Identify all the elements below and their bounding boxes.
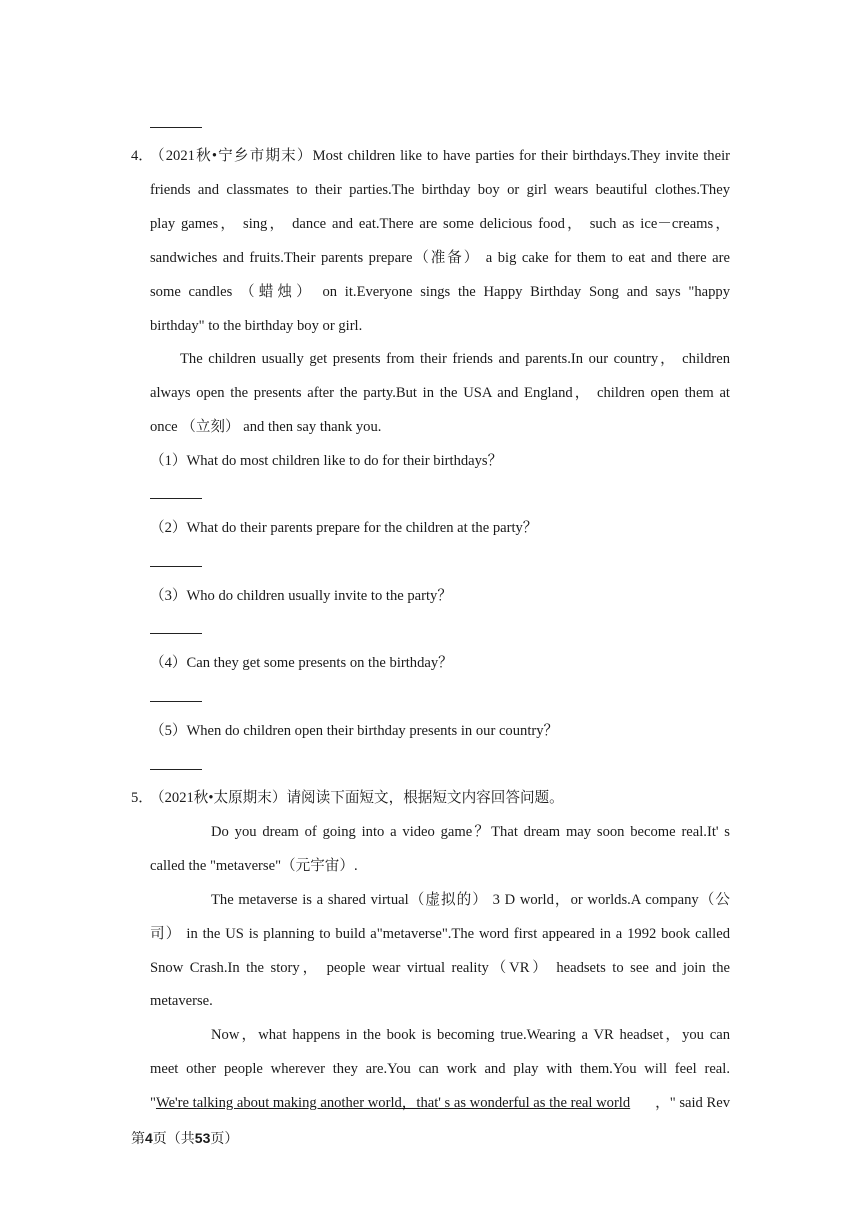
- passage-line: Snow Crash.In the story， people wear virtual reality（VR） headsets to see and join the: [150, 960, 730, 976]
- question-item: （4）Can they get some presents on the birthday？: [150, 655, 453, 671]
- footer-suffix: 页）: [210, 1132, 239, 1147]
- passage-line: The children usually get presents from their friends and parents.In our country， children: [180, 351, 730, 367]
- question-number: 5．: [131, 790, 153, 806]
- page-footer: [131, 1128, 238, 1150]
- answer-blank: [150, 769, 202, 770]
- passage-line: birthday" to the birthday boy or girl.: [150, 318, 363, 334]
- passage-line: always open the presents after the party.But in the USA and England， children open them at: [150, 385, 730, 401]
- underlined-quote: We're talking about making another world，that' s as wonderful as the real world: [155, 1095, 631, 1111]
- passage-line: once （立刻） and then say thank you.: [150, 419, 382, 435]
- passage-line: play games， sing， dance and eat.There are some delicious food， such as ice－creams，: [150, 216, 730, 232]
- passage-line: Do you dream of going into a video game？That dream may soon become real.It' s: [211, 824, 730, 840]
- passage-line: called the "metaverse"（元宇宙）.: [150, 858, 358, 874]
- passage-line: The metaverse is a shared virtual（虚拟的） 3 D world，or worlds.A company（公: [211, 892, 730, 908]
- answer-blank: [150, 566, 202, 567]
- question-item: （3）Who do children usually invite to the party？: [150, 588, 452, 604]
- passage-line: meet other people wherever they are.You can work and play with them.You will feel real.: [150, 1061, 730, 1077]
- answer-blank: [150, 701, 202, 702]
- passage-line: [150, 1093, 730, 1113]
- passage-line-tail: ，" said Rev: [655, 1095, 730, 1111]
- question-item: （2）What do their parents prepare for the children at the party？: [150, 520, 538, 536]
- answer-blank: [150, 127, 202, 128]
- question-number: 4．: [131, 148, 153, 164]
- passage-line: sandwiches and fruits.Their parents prepare（准备） a big cake for them to eat and there are: [150, 250, 730, 266]
- question-header: （2021秋•太原期末）请阅读下面短文，根据短文内容回答问题。: [150, 790, 564, 806]
- passage-line: 司） in the US is planning to build a"metaverse".The word first appeared in a 1992 book called: [150, 926, 730, 942]
- question-item: （1）What do most children like to do for their birthdays？: [150, 453, 503, 469]
- quote-mark: ": [150, 1095, 156, 1111]
- passage-line: Now，what happens in the book is becoming true.Wearing a VR headset，you can: [211, 1027, 730, 1043]
- passage-line: friends and classmates to their parties.The birthday boy or girl wears beautiful clothes.They: [150, 182, 730, 198]
- footer-total-pages: 53: [194, 1130, 211, 1146]
- answer-blank: [150, 498, 202, 499]
- passage-line: （2021秋•宁乡市期末）Most children like to have parties for their birthdays.They invite their: [150, 148, 730, 164]
- footer-middle: 页（共: [152, 1132, 195, 1147]
- footer-prefix: 第: [131, 1132, 145, 1147]
- question-item: （5）When do children open their birthday presents in our country？: [150, 723, 559, 739]
- passage-line: some candles （蜡烛） on it.Everyone sings the Happy Birthday Song and says "happy: [150, 284, 730, 300]
- footer-page-number: 4: [145, 1130, 153, 1146]
- answer-blank: [150, 633, 202, 634]
- passage-line: metaverse.: [150, 993, 213, 1009]
